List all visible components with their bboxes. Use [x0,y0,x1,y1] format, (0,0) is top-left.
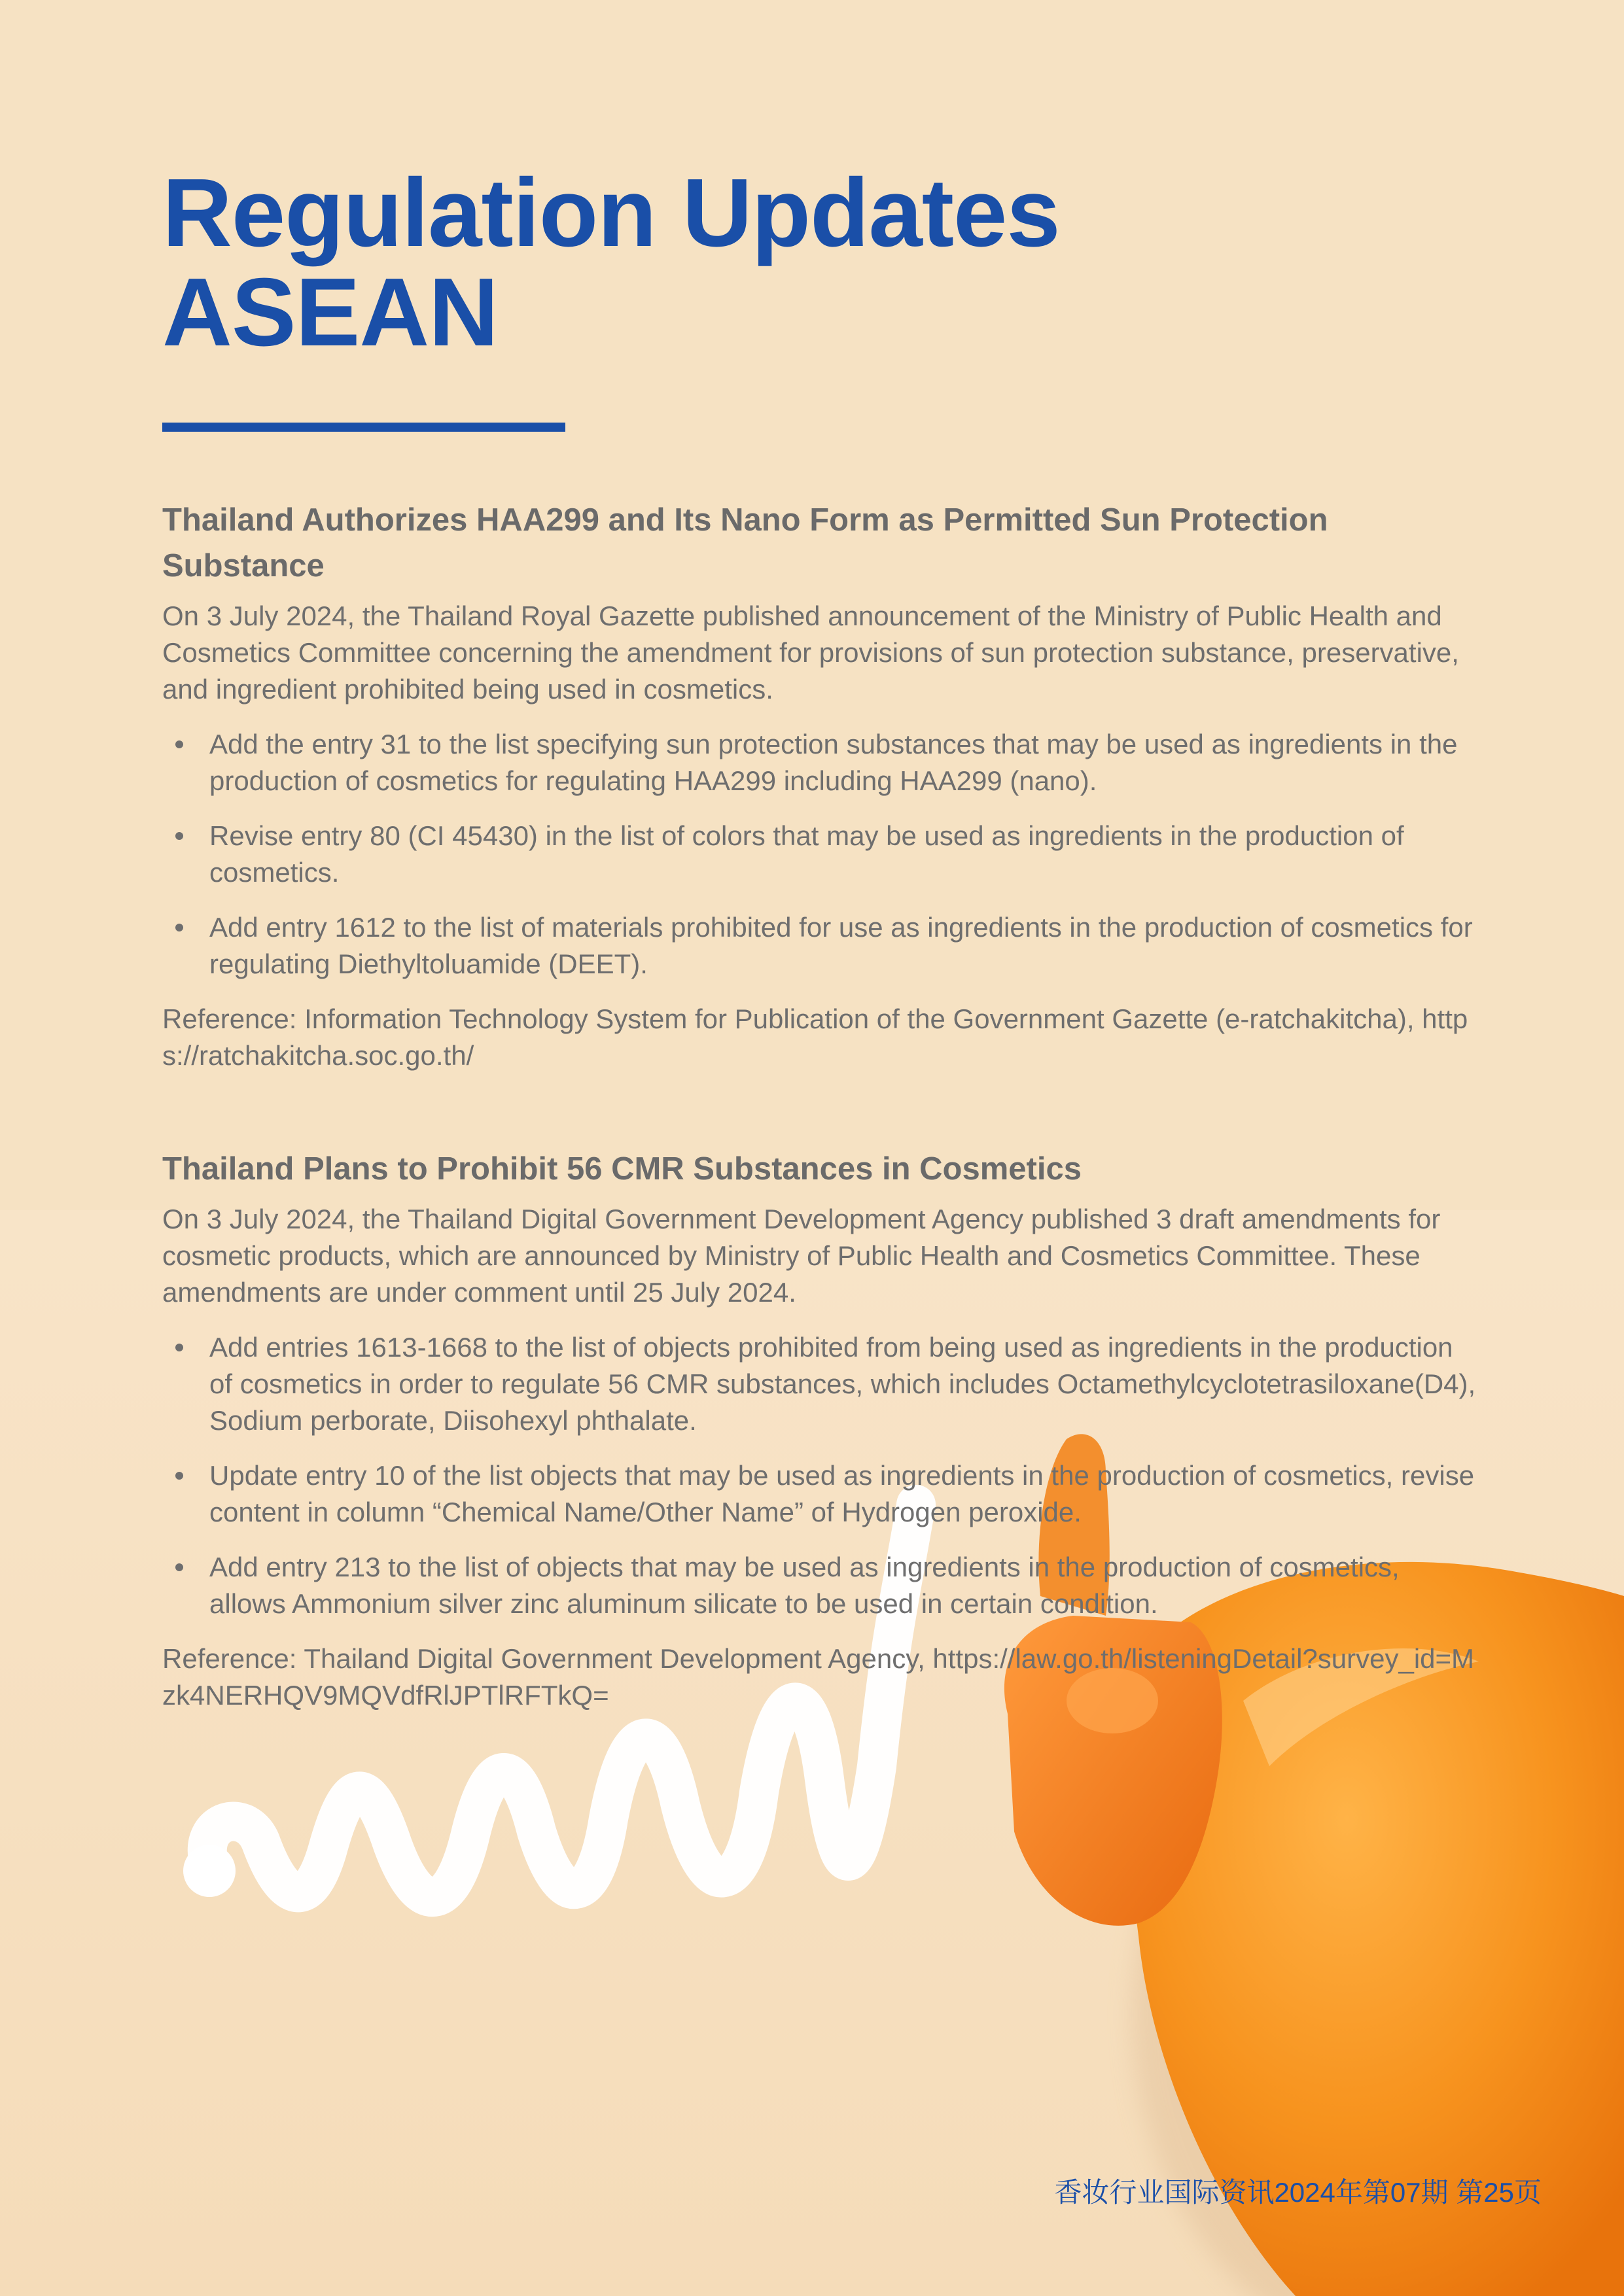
page-title [162,159,1060,366]
section-heading: Thailand Authorizes HAA299 and Its Nano Form as Permitted Sun Protection Substance [162,502,1328,583]
bullet-item: Add entries 1613-1668 to the list of objects prohibited from being used as ingredients in the production of cosmetics in order to regulate 56 CMR substances, which includes Octamethylcyclotetrasiloxane(D4), Sodium perborate, Diisohexyl phthalate. [162,1329,1477,1439]
cream-dollop [183,1845,236,1897]
section-cmr-substances [162,1146,1477,1714]
section-reference: Reference: Thailand Digital Government Development Agency, https://law.go.th/listeningDetail?survey_id=Mzk4NERHQV9MQVdfRlJPTlRFTkQ= [162,1643,1475,1711]
bullet-item: Update entry 10 of the list objects that may be used as ingredients in the production of cosmetics, revise content in column “Chemical Name/Other Name” of Hydrogen peroxide. [162,1457,1477,1531]
bullet-item: Revise entry 80 (CI 45430) in the list of colors that may be used as ingredients in the production of cosmetics. [162,818,1477,891]
title-line-1: Regulation Updates [162,159,1060,267]
section-heading: Thailand Plans to Prohibit 56 CMR Substances in Cosmetics [162,1151,1082,1187]
section-reference: Reference: Information Technology System for Publication of the Government Gazette (e-ratchakitcha), https://ratchakitcha.soc.go.th/ [162,1003,1468,1071]
bullet-item: Add the entry 31 to the list specifying sun protection substances that may be used as ingredients in the production of cosmetics for regulating HAA299 including HAA299 (nano). [162,726,1477,799]
bullet-list [162,1329,1477,1622]
footer-page-info: 香妆行业国际资讯2024年第07期 第25页 [1054,2177,1542,2208]
section-haa299 [162,497,1477,1074]
title-underline-rule [162,423,565,432]
bullet-item: Add entry 1612 to the list of materials prohibited for use as ingredients in the production of cosmetics for regulating Diethyltoluamide (DEET). [162,909,1477,983]
title-line-2: ASEAN [162,258,499,366]
section-intro: On 3 July 2024, the Thailand Digital Government Development Agency published 3 draft amendments for cosmetic products, which are announced by Ministry of Public Health and Cosmetics Committee. These amendments are under comment until 25 July 2024. [162,1204,1441,1308]
section-intro: On 3 July 2024, the Thailand Royal Gazette published announcement of the Ministry of Public Health and Cosmetics Committee concerning the amendment for provisions of sun protection substance, preservative, and ingredient prohibited being used in cosmetics. [162,600,1459,704]
bullet-list [162,726,1477,983]
bullet-item: Add entry 213 to the list of objects that may be used as ingredients in the production of cosmetics, allows Ammonium silver zinc aluminum silicate to be used in certain condition. [162,1549,1477,1622]
